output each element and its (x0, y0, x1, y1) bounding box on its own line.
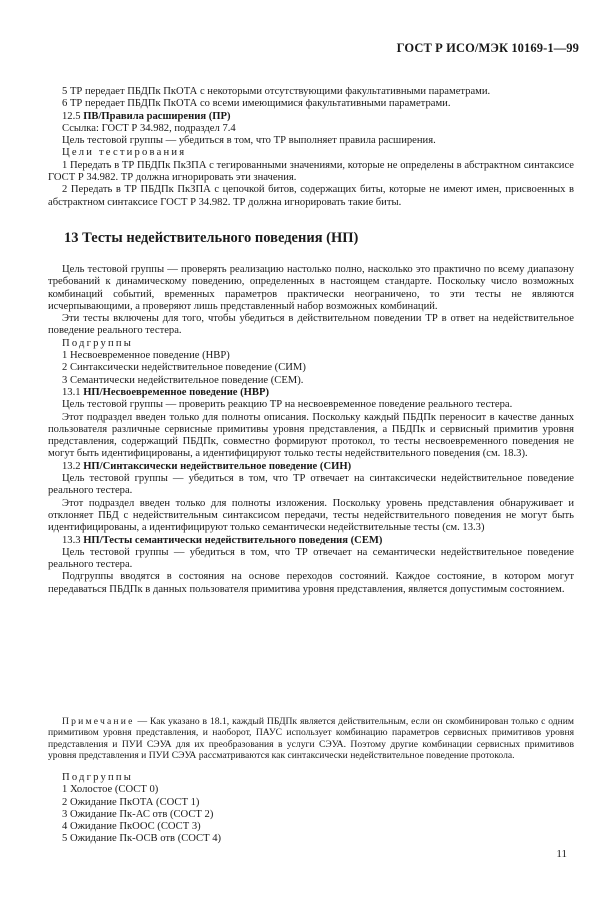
subgroups-label: Подгруппы (62, 772, 134, 783)
list-item: 6 ТР передает ПБДПк ПкОТА со всеми имеющимися факультативными параметрами. (62, 98, 451, 110)
intro-paragraph: Эти тесты включены для того, чтобы убедиться в действительном поведении ТР в ответ на недействительное поведение реального тестера. (48, 313, 574, 337)
heading-number: 13.3 (62, 534, 84, 546)
list-item: 3 Семантически недействительное поведение (СЕМ). (62, 374, 304, 386)
body-paragraph: Подгруппы вводятся в состояния на основе переходов состояний. Каждое состояние, в котором могут передаваться ПБДПк в данных пользователя примитива уровня представления, является допустимым состоянием. (48, 571, 574, 595)
note-paragraph (48, 716, 574, 761)
list-item: 2 Ожидание ПкОТА (СОСТ 1) (62, 796, 200, 808)
subsection-heading-13-2 (48, 461, 574, 473)
heading-text: НП/Синтаксически недействительное поведение (СИН) (83, 460, 352, 472)
heading-text: НП/Несвоевременное поведение (НВР) (83, 386, 269, 398)
goal-paragraph: Цель тестовой группы — убедиться в том, что ТР выполняет правила расширения. (62, 135, 436, 147)
list-item: 2 Синтаксически недействительное поведение (СИМ) (62, 362, 306, 374)
note-lead: Примечание (62, 716, 135, 727)
body-paragraph: Этот подраздел введен только для полноты изложения. Поскольку уровень представления обнаруживает и отклоняет ПБД с недействительным синтаксисом передачи, тесты недействительного поведения не могут быть идентифицированы, а идентифицируют только семантически недействительные тесты (см. 13.3) (48, 497, 574, 534)
page-number: 11 (556, 848, 567, 860)
list-item: 2 Передать в ТР ПБДПк ПкЗПА с цепочкой битов, содержащих биты, которые не имеют имен, присвоенных в абстрактном синтаксисе ГОСТ Р 34.982. ТР должна игнорировать такие биты. (48, 184, 574, 208)
note-text: — Как указано в 18.1, каждый ПБДПк является действительным, если он скомбинирован только с одним примитивом уровня представления, и наоборот, ПАУС использует комбинацию параметров сервисных примитивов уровня представления и ПУИ СЭУА для их преобразования в услуги СЭУА. Поэтому другие комбинации сервисных примитивов уровня представления и ПУИ СЭУА рассматриваются как синтаксически недействительное поведение протокола. (48, 716, 574, 761)
standard-header: ГОСТ Р ИСО/МЭК 10169-1—99 (396, 41, 579, 55)
list-item: 1 Несвоевременное поведение (НВР) (62, 350, 230, 362)
goals-label: Цели тестирования (62, 147, 187, 159)
subsection-heading-13-1 (48, 387, 574, 399)
heading-text: ПВ/Правила расширения (ПР) (83, 110, 231, 122)
heading-text: НП/Тесты семантически недействительного поведения (СЕМ) (83, 534, 383, 546)
list-item: 4 Ожидание ПкООС (СОСТ 3) (62, 821, 201, 833)
heading-number: 13.2 (62, 460, 84, 472)
heading-number: 12.5 (62, 110, 84, 122)
list-item: 5 Ожидание Пк-ОСВ отв (СОСТ 4) (62, 833, 222, 845)
goal-paragraph: Цель тестовой группы — убедиться в том, что ТР отвечает на семантически недействительное поведение реального тестера. (48, 546, 574, 571)
goal-paragraph: Цель тестовой группы — убедиться в том, что ТР отвечает на синтаксически недействительное поведение реального тестера. (48, 473, 574, 497)
goal-paragraph: Цель тестовой группы — проверить реакцию ТР на несвоевременное поведение реального тестера. (62, 399, 513, 411)
subgroups-label: Подгруппы (62, 337, 134, 349)
heading-number: 13.1 (62, 386, 84, 398)
body-paragraph: Этот подраздел введен только для полноты описания. Поскольку каждый ПБДПк переносит в качестве данных пользователя различные сервисные примитивы уровня представления, а ПБДПк и сервисный примитив уровня представления, содержащий ПБДПк, совместно формируют протокол, то тесты несвоевременного поведения не могут быть идентифицированы, а идентифицируют только тесты недействительного поведения (см. 18.3). (48, 411, 574, 460)
list-item: 5 ТР передает ПБДПк ПкОТА с некоторыми отсутствующими факультативными параметрами. (62, 86, 491, 97)
list-item: 3 Ожидание Пк-АС отв (СОСТ 2) (62, 808, 214, 820)
list-item: 1 Холостое (СОСТ 0) (62, 784, 159, 796)
intro-paragraph: Цель тестовой группы — проверять реализацию настолько полно, насколько это практично по всему диапазону требований к динамическому поведению, определенных в настоящем стандарте. Поскольку число возможных комбинаций событий, временных параметров практически неограничено, то эти тесты не являются исчерпывающими, а проверяют лишь представленный набор возможных комбинаций. (48, 264, 574, 312)
final-subgroups (48, 772, 574, 846)
section-12-continuation (48, 86, 574, 209)
subsection-heading-13-3 (48, 535, 574, 547)
subsection-heading-12-5 (48, 111, 574, 123)
reference-line: Ссылка: ГОСТ Р 34.982, подраздел 7.4 (62, 122, 236, 134)
section-13-title: 13 Тесты недействительного поведения (НП) (64, 230, 359, 246)
note-block (48, 716, 574, 761)
section-13-body (48, 264, 574, 596)
list-item: 1 Передать в ТР ПБДПк ПкЗПА с тегированными значениями, которые не определены в абстрактном синтаксисе ГОСТ Р 34.982. ТР должна игнорировать эти значения. (48, 159, 574, 184)
